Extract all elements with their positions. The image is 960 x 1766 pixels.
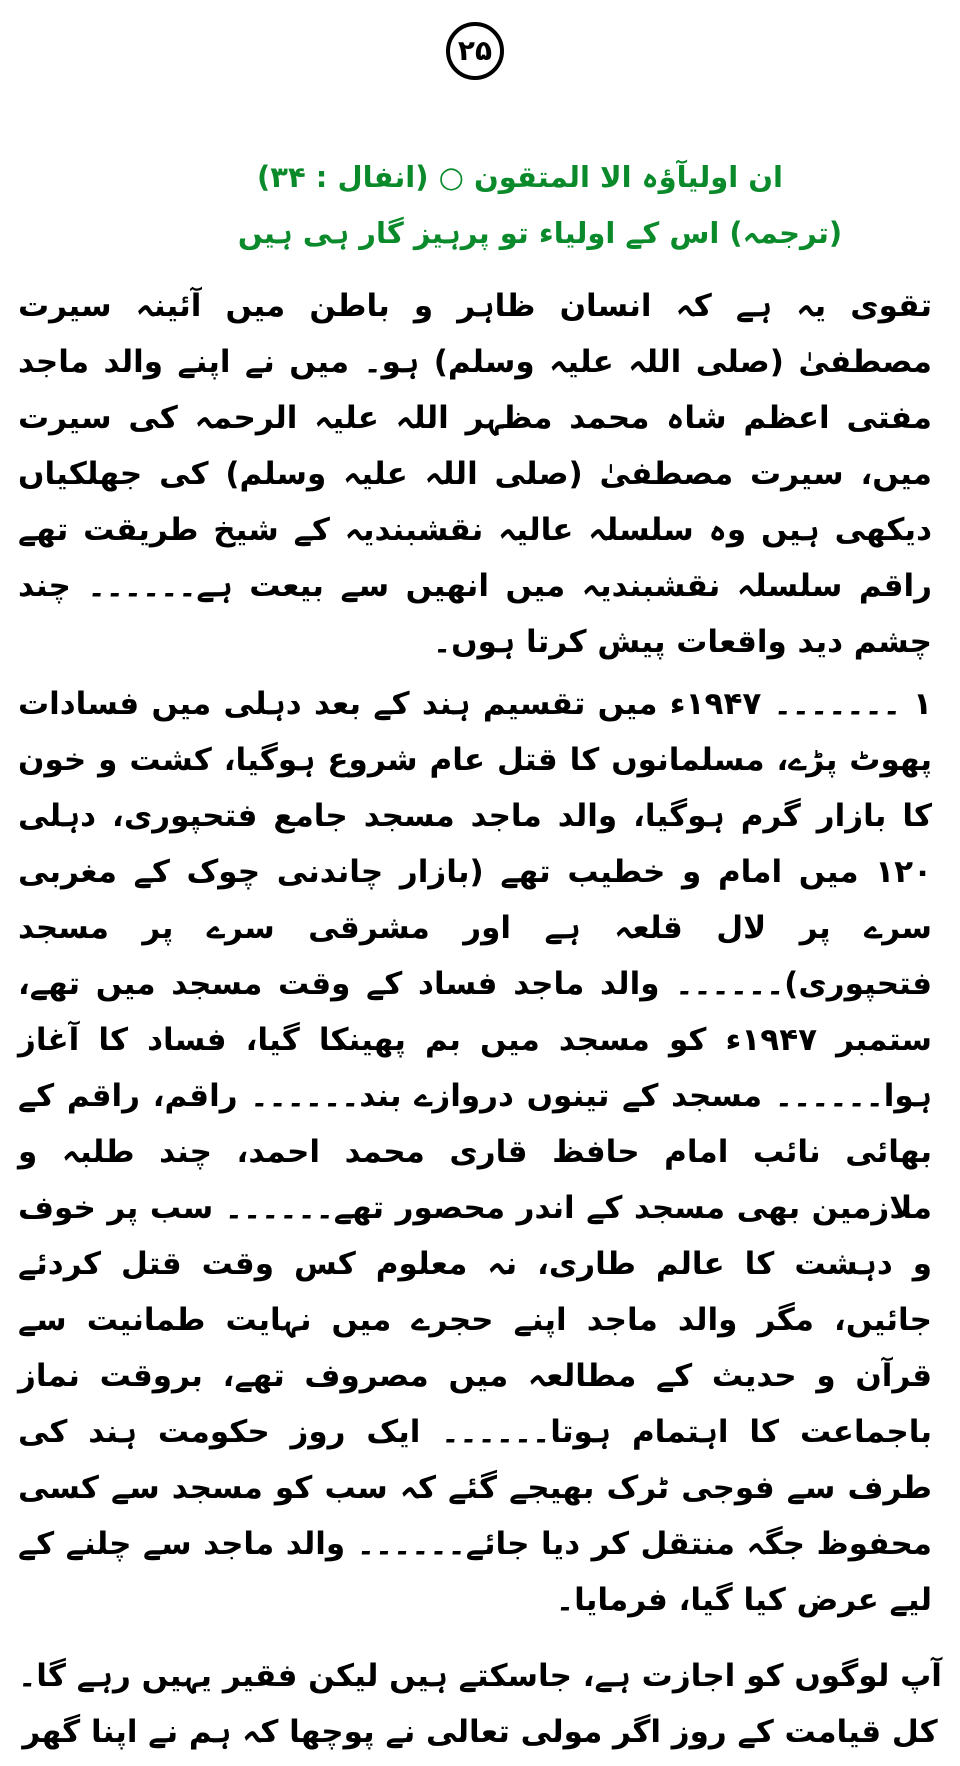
quote-line: آپ لوگوں کو اجازت ہے، جاسکتے ہیں لیکن فقیر یہیں رہے گا۔ bbox=[18, 1658, 942, 1694]
paragraph-1947-events: ۱ ۔۔۔۔۔۔۔ ۱۹۴۷ء میں تقسیم ہند کے بعد دہلی میں فسادات پھوٹ پڑے، مسلمانوں کا قتل عام شروع ہوگیا، کشت و خون کا بازار گرم ہوگیا، والد ماجد مسجد جامع فتحپوری، دہلی ۱۲۰ میں امام و خطیب تھے (بازار چاندنی چوک کے مغربی سرے پر لال قلعہ ہے اور مشرقی سرے پر مسجد فتحپوری)۔۔۔۔۔۔ والد ماجد فساد کے وقت مسجد میں تھے، ستمبر ۱۹۴۷ء کو مسجد میں بم پھینکا گیا، فساد کا آغاز ہوا۔۔۔۔۔۔ مسجد کے تینوں دروازے بند۔۔۔۔۔۔ راقم، راقم کے بھائی نائب امام حافظ قاری محمد احمد، چند طلبہ و ملازمین بھی مسجد کے اندر محصور تھے۔۔۔۔۔۔ سب پر خوف و دہشت کا عالم طاری، نہ معلوم کس وقت قتل کردئے جائیں، مگر والد ماجد اپنے حجرے میں نہایت طمانیت سے قرآن و حدیث کے مطالعہ میں مصروف تھے، بروقت نماز باجماعت کا اہتمام ہوتا۔۔۔۔۔۔ ایک روز حکومت ہند کی طرف سے فوجی ٹرک بھیجے گئے کہ سب کو مسجد سے کسی محفوظ جگہ منتقل کر دیا جائے۔۔۔۔۔۔ والد ماجد سے چلنے کے لیے عرض کیا گیا، فرمایا۔ bbox=[18, 686, 933, 1618]
paragraph-taqwa: تقوی یہ ہے کہ انسان ظاہر و باطن میں آئینہ سیرت مصطفیٰ (صلی اللہ علیہ وسلم) ہو۔ میں نے اپنے والد ماجد مفتی اعظم شاہ محمد مظہر اللہ علیہ الرحمہ کی سیرت میں، سیرت مصطفیٰ (صلی اللہ علیہ وسلم) کی جھلکیاں دیکھی ہیں وہ سلسلہ عالیہ نقشبندیہ کے شیخ طریقت تھے راقم سلسلہ نقشبندیہ میں انھیں سے بیعت ہے۔۔۔۔۔۔ چند چشم دید واقعات پیش کرتا ہوں۔ bbox=[18, 288, 932, 660]
verse-translation: (ترجمہ) اس کے اولیاء تو پرہیز گار ہی ہیں bbox=[237, 216, 843, 250]
page-number: ۲۵ bbox=[446, 22, 504, 80]
quranic-verse: ان اولیآؤہ الا المتقون ○ (انفال : ۳۴) bbox=[257, 160, 783, 194]
quote-line: کل قیامت کے روز اگر مولی تعالی نے پوچھا کہ ہم نے اپنا گھر bbox=[22, 1714, 938, 1750]
